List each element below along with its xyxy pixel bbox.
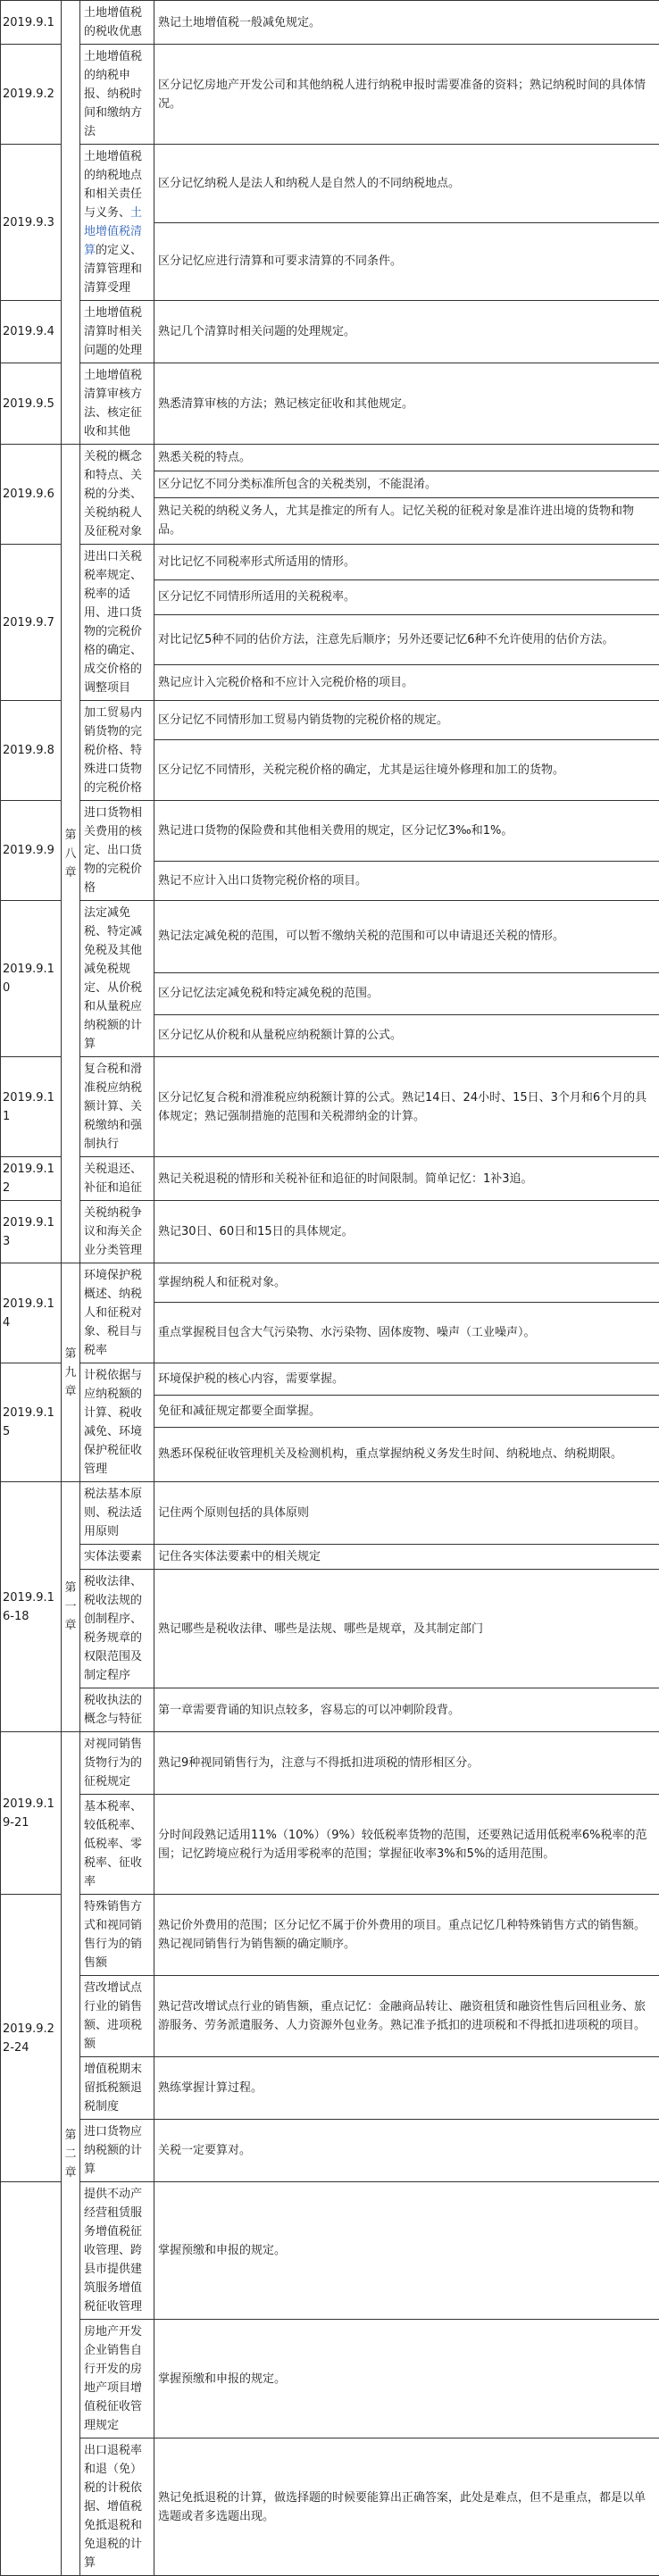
table-row (1, 1, 659, 45)
date-cell: 2019.9.6 (1, 445, 62, 545)
requirement-cell: 免征和减征规定都要全面掌握。 (154, 1395, 659, 1427)
requirement-cell: 熟记关税退税的情形和关税补征和追征的时间限制。简单记忆：1补3追。 (154, 1157, 659, 1201)
requirement-cell: 对比记忆5种不同的估价方法，注意先后顺序；另外还要记忆6种不允许使用的估价方法。 (154, 615, 659, 665)
date-cell: 2019.9.2 (1, 45, 62, 145)
topic-cell: 环境保护税概述、纳税人和征税对象、税目与税率 (80, 1263, 154, 1363)
date-cell: 2019.9.14 (1, 1263, 62, 1363)
table-row (1, 1363, 659, 1396)
date-cell: 2019.9.8 (1, 701, 62, 801)
requirement-cell: 重点掌握税目包含大气污染物、水污染物、固体废物、噪声（工业噪声）。 (154, 1302, 659, 1363)
topic-cell: 计税依据与应纳税额的计算、税收减免、环境保护税征收管理 (80, 1363, 154, 1482)
requirement-cell: 熟记土地增值税一般减免规定。 (154, 1, 659, 45)
table-row (1, 45, 659, 145)
topic-cell: 对视同销售货物行为的征税规定 (80, 1732, 154, 1795)
date-cell: 2019.9.11 (1, 1057, 62, 1157)
requirement-cell: 区分记忆不同情形，关税完税价格的确定，尤其是运往境外修理和加工的货物。 (154, 739, 659, 800)
chapter-cell: 第二章 (62, 1732, 80, 2576)
table-row (1, 2438, 659, 2576)
requirement-cell: 熟记进口货物的保险费和其他相关费用的规定，区分记忆3‰和1%。 (154, 801, 659, 862)
table-row (1, 1895, 659, 1976)
table-row (1, 545, 659, 580)
topic-cell: 营改增试点行业的销售额、进项税额 (80, 1976, 154, 2057)
table-row (1, 801, 659, 862)
table-row (1, 2057, 659, 2120)
topic-cell: 土地增值税清算审核方法、核定征收和其他 (80, 363, 154, 445)
date-cell: 2019.9.1 (1, 1, 62, 45)
table-row (1, 1795, 659, 1895)
requirement-cell: 熟悉环保税征收管理机关及检测机构，重点掌握纳税义务发生时间、纳税地点、纳税期限。 (154, 1427, 659, 1481)
table-row (1, 2120, 659, 2182)
chapter-cell: 第八章 (62, 445, 80, 1263)
date-cell: 2019.9.13 (1, 1201, 62, 1263)
topic-cell: 增值税期末留抵税额退税制度 (80, 2057, 154, 2120)
topic-cell: 出口退税率和退（免）税的计税依据、增值税免抵退税和免退税的计算 (80, 2438, 154, 2576)
topic-cell: 税法基本原则、税法适用原则 (80, 1482, 154, 1545)
requirement-cell: 区分记忆不同情形所适用的关税税率。 (154, 579, 659, 615)
requirement-cell: 熟记应计入完税价格和不应计入完税价格的项目。 (154, 665, 659, 701)
table-row (1, 1057, 659, 1157)
topic-cell: 复合税和滑准税应纳税额计算、关税缴纳和强制执行 (80, 1057, 154, 1157)
topic-cell: 关税纳税争议和海关企业分类管理 (80, 1201, 154, 1263)
requirement-cell: 区分记忆复合税和滑准税应纳税额计算的公式。熟记14日、24小时、15日、3个月和6个月的具体规定；熟记强制措施的范围和关税滞纳金的计算。 (154, 1057, 659, 1157)
topic-cell: 关税退还、补征和追征 (80, 1157, 154, 1201)
date-cell: 2019.9.4 (1, 301, 62, 363)
topic-cell: 进出口关税税率规定、税率的适用、进口货物的完税价格的确定、成交价格的调整项目 (80, 545, 154, 701)
topic-text-after: 的定义、清算管理和清算受理 (84, 244, 142, 295)
requirement-cell: 熟记哪些是税收法律、哪些是法规、哪些是规章，及其制定部门 (154, 1570, 659, 1688)
date-cell: 2019.9.9 (1, 801, 62, 901)
date-cell: 2019.9.3 (1, 145, 62, 301)
table-row (1, 1732, 659, 1795)
table-row (1, 1263, 659, 1303)
requirement-cell: 记住各实体法要素中的相关规定 (154, 1545, 659, 1570)
topic-cell: 关税的概念和特点、关税的分类、关税纳税人及征税对象 (80, 445, 154, 545)
table-row (1, 901, 659, 973)
table-row (1, 1976, 659, 2057)
requirement-cell: 区分记忆不同情形加工贸易内销货物的完税价格的规定。 (154, 701, 659, 740)
requirement-cell: 分时间段熟记适用11%（10%）（9%）较低税率货物的范围，还要熟记适用低税率6%税率的范围；记忆跨境应税行为适用零税率的范围；掌握征收率3%和5%的适用范围。 (154, 1795, 659, 1895)
requirement-cell: 熟记不应计入出口货物完税价格的项目。 (154, 862, 659, 901)
table-row (1, 1482, 659, 1545)
requirement-cell: 熟记30日、60日和15日的具体规定。 (154, 1201, 659, 1263)
requirement-cell: 掌握预缴和申报的规定。 (154, 2320, 659, 2438)
topic-cell: 税收执法的概念与特征 (80, 1688, 154, 1732)
topic-cell: 房地产开发企业销售自行开发的房地产项目增值税征收管理规定 (80, 2320, 154, 2438)
requirement-cell: 区分记忆法定减免税和特定减免税的范围。 (154, 972, 659, 1014)
table-row (1, 363, 659, 445)
table-row (1, 301, 659, 363)
requirement-cell: 熟记关税的纳税义务人，尤其是推定的所有人。记忆关税的征税对象是准许进出境的货物和物品。 (154, 497, 659, 544)
table-row (1, 2182, 659, 2320)
table-row (1, 2320, 659, 2438)
topic-cell: 土地增值税清算时相关问题的处理 (80, 301, 154, 363)
date-cell: 2019.9.22-24 (1, 1895, 62, 2182)
requirement-cell: 掌握纳税人和征税对象。 (154, 1263, 659, 1303)
topic-cell: 进口货物应纳税额的计算 (80, 2120, 154, 2182)
table-row (1, 1570, 659, 1688)
date-cell: 2019.9.10 (1, 901, 62, 1057)
date-cell: 2019.9.19-21 (1, 1732, 62, 1895)
table-row (1, 1545, 659, 1570)
requirement-cell: 熟记营改增试点行业的销售额，重点记忆：金融商品转让、融资租赁和融资性售后回租业务、旅游服务、劳务派遣服务、人力资源外包业务。熟记准予抵扣的进项税和不得抵扣进项税的项目。 (154, 1976, 659, 2057)
requirement-cell: 熟练掌握计算过程。 (154, 2057, 659, 2120)
table-row (1, 1157, 659, 1201)
requirement-cell: 区分记忆房地产开发公司和其他纳税人进行纳税申报时需要准备的资料；熟记纳税时间的具体情况。 (154, 45, 659, 145)
topic-cell: 土地增值税的税收优惠 (80, 1, 154, 45)
topic-cell: 实体法要素 (80, 1545, 154, 1570)
requirement-cell: 对比记忆不同税率形式所适用的情形。 (154, 545, 659, 580)
chapter-cell: 第一章 (62, 1482, 80, 1732)
topic-cell: 基本税率、较低税率、低税率、零税率、征收率 (80, 1795, 154, 1895)
date-cell: 2019.9.15 (1, 1363, 62, 1482)
chapter-cell: 第九章 (62, 1263, 80, 1482)
topic-text-before: 土地增值税的纳税地点和相关责任与义务、 (84, 150, 142, 220)
requirement-cell: 熟悉清算审核的方法；熟记核定征收和其他规定。 (154, 363, 659, 445)
requirement-cell: 熟悉关税的特点。 (154, 445, 659, 471)
table-row (1, 1201, 659, 1263)
table-row (1, 1688, 659, 1732)
requirement-cell: 熟记9种视同销售行为，注意与不得抵扣进项税的情形相区分。 (154, 1732, 659, 1795)
table-row (1, 145, 659, 223)
requirement-cell: 掌握预缴和申报的规定。 (154, 2182, 659, 2320)
requirement-cell: 区分记忆纳税人是法人和纳税人是自然人的不同纳税地点。 (154, 145, 659, 223)
requirement-cell: 熟记法定减免税的范围，可以暂不缴纳关税的范围和可以申请退还关税的情形。 (154, 901, 659, 973)
table-row (1, 701, 659, 740)
date-cell (1, 2182, 62, 2576)
topic-cell: 税收法律、税收法规的创制程序、税务规章的权限范围及制定程序 (80, 1570, 154, 1688)
chapter-cell (62, 1, 80, 445)
topic-cell: 土地增值税的纳税申报、纳税时间和缴纳方法 (80, 45, 154, 145)
topic-cell: 特殊销售方式和视同销售行为的销售额 (80, 1895, 154, 1976)
date-cell: 2019.9.7 (1, 545, 62, 701)
topic-cell: 进口货物相关费用的核定、出口货物的完税价格 (80, 801, 154, 901)
requirement-cell: 区分记忆不同分类标准所包含的关税类别，不能混淆。 (154, 471, 659, 497)
topic-cell: 提供不动产经营租赁服务增值税征收管理、跨县市提供建筑服务增值税征收管理 (80, 2182, 154, 2320)
date-cell: 2019.9.5 (1, 363, 62, 445)
requirement-cell: 环境保护税的核心内容，需要掌握。 (154, 1363, 659, 1396)
requirement-cell: 第一章需要背诵的知识点较多，容易忘的可以冲刺阶段背。 (154, 1688, 659, 1732)
requirement-cell: 关税一定要算对。 (154, 2120, 659, 2182)
requirement-cell: 区分记忆从价税和从量税应纳税额计算的公式。 (154, 1014, 659, 1056)
table-row (1, 445, 659, 471)
topic-cell: 法定减免税、特定减免税及其他减免税规定、从价税和从量税应纳税额的计算 (80, 901, 154, 1057)
requirement-cell: 记住两个原则包括的具体原则 (154, 1482, 659, 1545)
requirement-cell: 区分记忆应进行清算和可要求清算的不同条件。 (154, 222, 659, 301)
requirement-cell: 熟记免抵退税的计算，做选择题的时候要能算出正确答案，此处是难点，但不是重点，都是以单选题或者多选题出现。 (154, 2438, 659, 2576)
topic-link[interactable]: 土地增值税清算 (84, 206, 142, 257)
requirement-cell: 熟记几个清算时相关问题的处理规定。 (154, 301, 659, 363)
topic-cell (80, 145, 154, 301)
requirement-cell: 熟记价外费用的范围；区分记忆不属于价外费用的项目。重点记忆几种特殊销售方式的销售额。熟记视同销售行为销售额的确定顺序。 (154, 1895, 659, 1976)
topic-cell: 加工贸易内销货物的完税价格、特殊进口货物的完税价格 (80, 701, 154, 801)
date-cell: 2019.9.16-18 (1, 1482, 62, 1732)
date-cell: 2019.9.12 (1, 1157, 62, 1201)
